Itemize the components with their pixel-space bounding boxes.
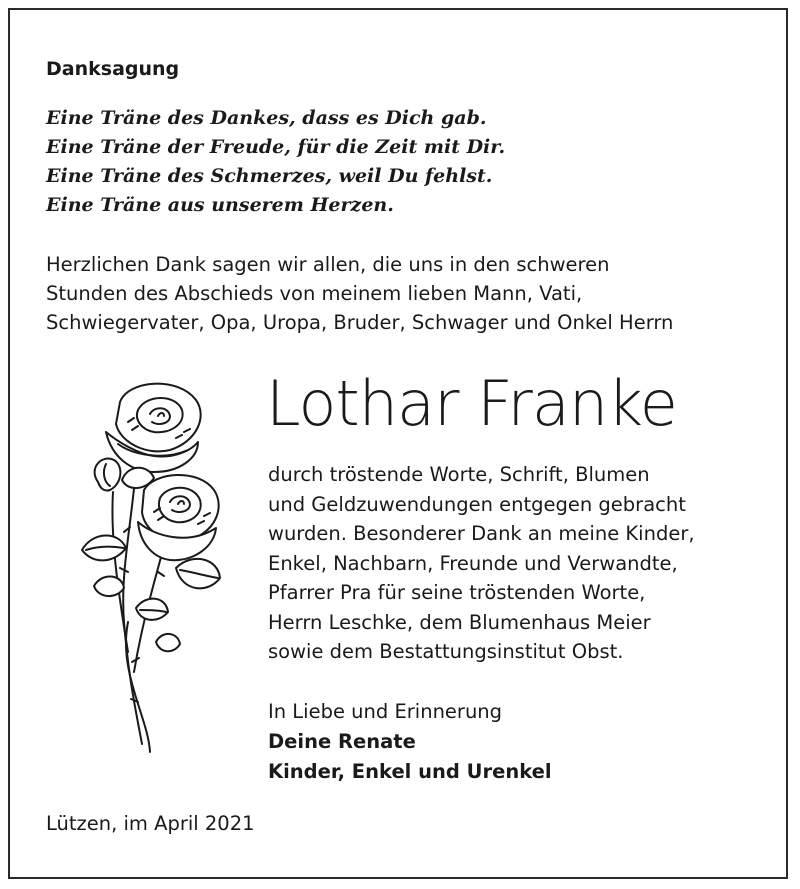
place-date: Lützen, im April 2021 — [46, 812, 255, 835]
intro-paragraph — [46, 250, 673, 337]
thanks-line: Enkel, Nachbarn, Freunde und Verwandte, — [268, 551, 678, 575]
thanks-line: und Geldzuwendungen entgegen gebracht — [268, 492, 686, 516]
closing-block — [268, 697, 552, 787]
poem-line: Eine Träne aus unserem Herzen. — [46, 194, 394, 216]
poem-block — [46, 104, 505, 220]
signer-family: Kinder, Enkel und Urenkel — [268, 760, 552, 783]
poem-line: Eine Träne des Schmerzes, weil Du fehlst. — [46, 165, 493, 187]
poem-line: Eine Träne des Dankes, dass es Dich gab. — [46, 107, 487, 129]
closing-line: In Liebe und Erinnerung — [268, 700, 503, 723]
thanks-line: sowie dem Bestattungsinstitut Obst. — [268, 640, 624, 663]
thanks-line: durch tröstende Worte, Schrift, Blumen — [268, 463, 650, 486]
thanks-line: wurden. Besonderer Dank an meine Kinder, — [268, 522, 695, 545]
intro-line: Stunden des Abschieds von meinem lieben Mann, Vati, — [46, 282, 583, 305]
heading-title: Danksagung — [46, 58, 180, 80]
deceased-name: Lothar Franke — [266, 367, 677, 440]
thanks-line: Herrn Leschke, dem Blumenhaus Meier — [268, 610, 651, 634]
thanks-line: Pfarrer Pra für seine tröstenden Worte, — [268, 581, 646, 604]
poem-line: Eine Träne der Freude, für die Zeit mit Dir. — [46, 136, 506, 158]
signer-spouse: Deine Renate — [268, 730, 416, 753]
intro-line: Schwiegervater, Opa, Uropa, Bruder, Schwager und Onkel Herrn — [46, 311, 674, 334]
thanks-paragraph — [268, 460, 695, 667]
rose-illustration-icon — [58, 372, 228, 772]
intro-line: Herzlichen Dank sagen wir allen, die uns in den schweren — [46, 253, 610, 276]
